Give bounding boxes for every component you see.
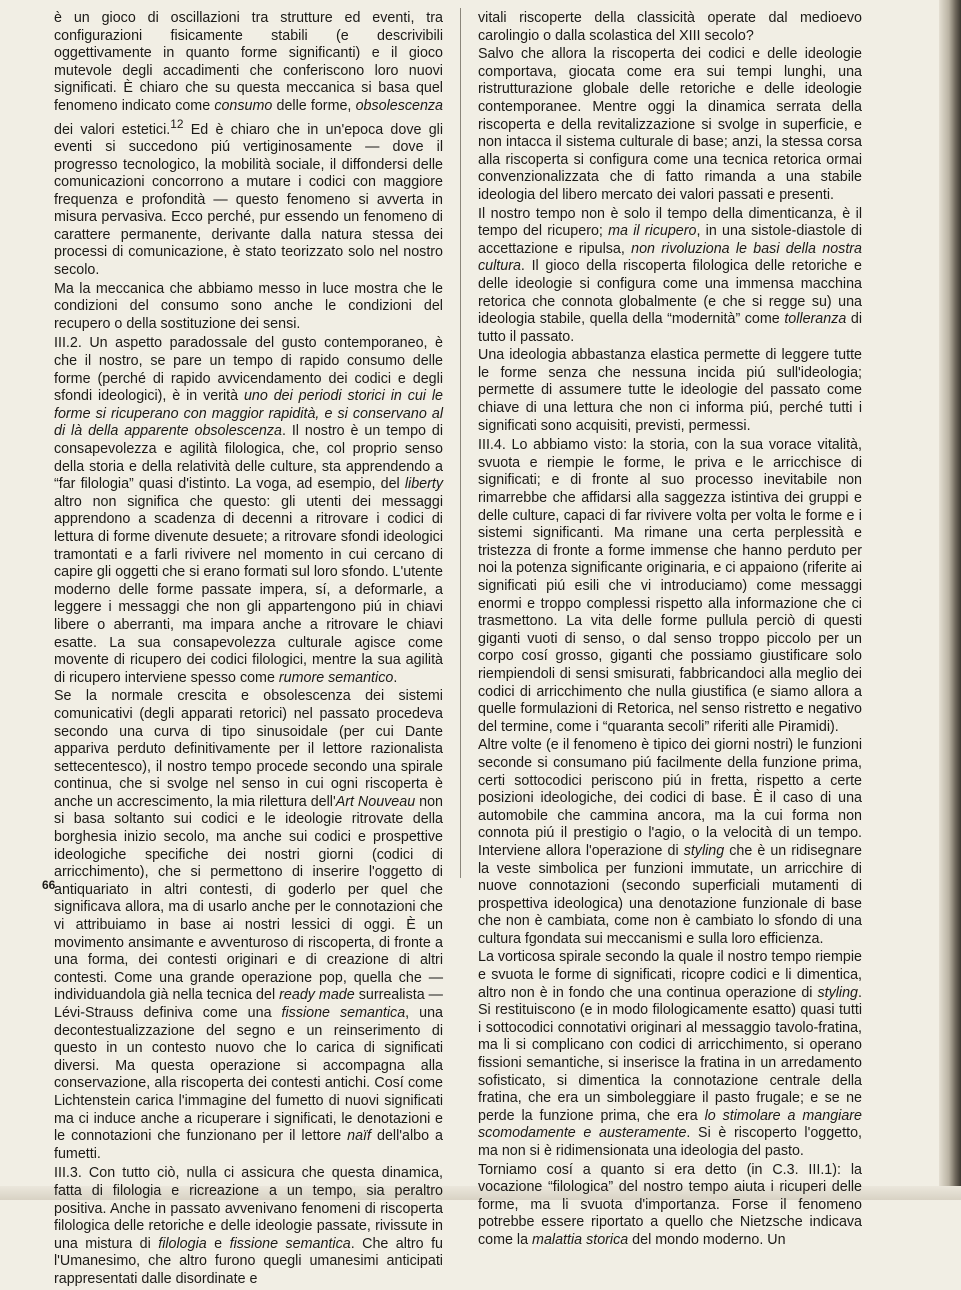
right-text-column [478,10,862,1251]
book-gutter-shadow [939,0,961,1200]
paragraph: III.2. Un aspetto paradossale del gusto contemporaneo, è che il nostro, se pare un tempo di rapido consumo delle forme (perché di rapido avvicendamento dei codici e degli sfondi ideologici), è in verità uno dei periodi storici in cui le forme si ricuperano con maggior rapidità, e si conservano al di là della apparente obsolescenza. Il nostro è un tempo di consapevolezza e agilità filologica, che, col proprio senso della storia e della relatività delle culture, sta apprendendo a “far filologia” quasi d'istinto. La voga, ad esempio, del liberty altro non significa che questo: gli utenti dei messaggi apprendono a scadenza di decenni a ritrovare i codici di lettura di forme divenute desuete; a ritrovare sfondi ideologici tramontati e a farli rivivere nel momento in cui cercano di capire gli oggetti che si erano formati sul loro sfondo. L'utente moderno delle forme passate impera, sí, a deformarle, a leggere i messaggi che non gli appartengono piú in chiavi libere o aberranti, ma impara anche a ritrovare le chiavi esatte. La sua consapevolezza culturale agisce come movente di ricupero dei codici filologici, mentre la sua agilità di ricupero interviene spesso come rumore semantico. [54,335,444,686]
paragraph: III.3. Con tutto ciò, nulla ci assicura che questa dinamica, fatta di filologia e ricreazione a un tempo, sia peraltro positiva. Anche in passato avvenivano fenomeni di riscoperta filologica delle retoriche e delle ideologie passate, rivissute in una mistura di filologia e fissione semantica. Che altro fu l'Umanesimo, che altro furono quegli umanesimi anticipati rappresentati dalle disordinate e [54,1165,443,1287]
paragraph: Salvo che allora la riscoperta dei codici e delle ideologie comportava, giocata come era sui tempi lunghi, una ristrutturazione globale delle retoriche e delle ideologie contemporanee. Mentre oggi la dinamica serrata della riscoperta e della revitalizzazione si svolge in superficie, e non intacca il sistema culturale di base; anzi, la stessa corsa alla riscoperta si configura come una tecnica retorica ormai convenzionalizzata che di fatto rimanda a una stabile ideologia del libero mercato dei valori passati e presenti. [478,46,862,203]
paragraph: Se la normale crescita e obsolescenza dei sistemi comunicativi (degli apparati retorici) nel passato procedeva secondo una curva di tipo sinusoidale (per cui Dante appariva perduto definitivamente per il lettore razionalista settecentesco), il nostro tempo procede secondo una spirale continua, che si svolge nel senso in cui ogni riscoperta è anche un accrescimento, la mia rilettura dell'Art Nouveau non si basa soltanto sui codici e le ideologie ritrovate della borghesia inizio secolo, ma anche sui codici e prospettive ideologiche specifiche dei nostri giorni (codici di arricchimento), che si permettono di inserire l'oggetto di antiquariato in altri contesti, di goderlo per quel che significava allora, ma di usarlo anche per le connotazioni che vi attribuiamo in base ai nostri lessici di oggi. È un movimento ansimante e avventuroso di riscoperta, di fronte a una forma, dei contesti originari e di creazione di altri contesti. Come una grande operazione pop, quella che — individuandola già nella tecnica del ready made surrealista — Lévi-Strauss definiva come una fissione semantica, una decontestualizzazione del segno e un reinserimento di questo in un contesto nuovo che lo carica di significati diversi. Ma questa operazione si accompagna alla conservazione, alla riscoperta dei contesti antichi. Cosí come Lichtenstein carica l'immagine del fumetto di nuovi significati ma ci induce anche a ricuperare i significati, le denotazioni e le connotazioni che funzionano per il lettore naïf dell'albo a fumetti. [54,688,444,1162]
paragraph: Altre volte (e il fenomeno è tipico dei giorni nostri) le funzioni seconde si consumano piú facilmente della funzione prima, certi sottocodici periscono piú in fretta, rispetto a certe posizioni ideologiche, dei codici di base. È il caso di una automobile che cammina ancora, ma la cui forma non connota piú il prestigio o l'agio, o la velocità di un tempo. Interviene allora l'operazione di styling che è un ridisegnare la veste simbolica per funzioni immutate, un arricchire di nuove connotazioni (secondo superficiali mutamenti di prospettiva ideologica) una denotazione funzionale di base che non è cambiata, come non è cambiato lo sfondo di una cultura fgondata sui meccanismi e sulla loro efficienza. [478,737,863,947]
paragraph: Il nostro tempo non è solo il tempo della dimenticanza, è il tempo del ricupero; ma il ricupero, in una sistole-diastole di accettazione e ripulsa, non rivoluziona le basi della nostra cultura. Il gioco della riscoperta filologica delle retoriche e delle ideologie si configura come una immensa macchina retorica che connota globalmente (e che si regge su) una ideologia stabile, quella della “modernità” come tolleranza di tutto il passato. [478,205,862,345]
paragraph: III.4. Lo abbiamo visto: la storia, con la sua vorace vitalità, svuota e riempie le forme, le priva e le arricchisce di significati; e di fronte al suo processo inevitabile non rimarrebbe che affidarsi alla saggezza istintiva dei gruppi e delle culture, capaci di far rivivere volta per volta le forme e i sistemi significanti. Ma rimane una certa perplessità e tristezza di fronte a forme immense che hanno perduto per noi la potenza significante originaria, e ci appaiono (riferite ai significati piú esili che vi introduciamo) come messaggi enormi e troppo complessi rispetto alla informazione che ci trasmettono. La vita delle forme pullula perciò di questi giganti vuoti di senso, o dal senso troppo piccolo per un corpo cosí grosso, giganti che possiamo giustificare solo riempiendoli di sensi smisurati, fabbricandoci alla meglio dei codici di arricchimento che nulla giustifica (e siamo allora a quelle formulazioni di Retorica, nel senso ristretto e negativo del termine, come i “quaranta secoli” riferiti alle Piramidi). [478,437,862,735]
left-text-column [54,10,443,1290]
paragraph: è un gioco di oscillazioni tra strutture ed eventi, tra configurazioni fisicamente stabili (e descrivibili oggettivamente in quanto forme significanti) e il gioco mutevole degli accadimenti che conferiscono loro nuovi significati. È chiaro che su questa meccanica si basa quel fenomeno indicato come consumo delle forme, obsolescenza dei valori estetici.$^{12}$ Ed è chiaro che in un'epoca dove gli eventi si succedono piú vertiginosamente — dove il progresso tecnologico, la mobilità sociale, il diffondersi delle comunicazioni concorrono a mutare i codici con maggiore frequenza e profondità — questo fenomeno si avverta in misura pervasiva. Ecco perché, pur essendo un fenomeno di carattere permanente, derivante dalla natura stessa dei processi di comunicazione, è stato teorizzato solo nel nostro secolo. [54,10,443,279]
paragraph: vitali riscoperte della classicità operate dal medioevo carolingio o dalla scolastica del XIII secolo? [478,10,862,44]
paragraph: La vorticosa spirale secondo la quale il nostro tempo riempie e svuota le forme di significati, ricopre codici e li dimentica, altro non è in fondo che una continua operazione di styling. Si restituiscono (e in modo filologicamente esatto) quasi tutti i sottocodici connotativi originari al messaggio tavolo-fratina, ma li si complicano con codici di arricchimento, si operano fissioni semantiche, si inserisce la fratina in un arredamento sofisticato, si dimentica la connotazione centrale della fratina, che era un simboleggiare il pasto frugale; e se ne perde la funzione prima, che era lo stimolare a mangiare scomodamente e austeramente. Si è riscoperto l'oggetto, ma non si è ridimensionata una ideologia del pasto. [478,949,862,1159]
column-divider [460,8,461,878]
paragraph: Una ideologia abbastanza elastica permette di leggere tutte le forme senza che nessuna incida piú sull'ideologia; permette di assumere tutte le ideologie del passato come chiave di una lettura che non ci informa piú, perché tutti i significati sono acquisiti, previsti, permessi. [478,347,862,434]
paragraph: Ma la meccanica che abbiamo messo in luce mostra che le condizioni del consumo sono anche le condizioni del recupero o della sostituzione dei sensi. [54,280,443,332]
page-number: 66 [42,878,56,892]
paragraph: Torniamo cosí a quanto si era detto (in C.3. III.1): la vocazione “filologica” del nostro tempo aiuta i ricuperi delle forme, ma li svuota d'importanza. Forse il fenomeno potrebbe essere riportato a quello che Nietzsche indicava come la malattia storica del mondo moderno. Un [478,1161,862,1248]
